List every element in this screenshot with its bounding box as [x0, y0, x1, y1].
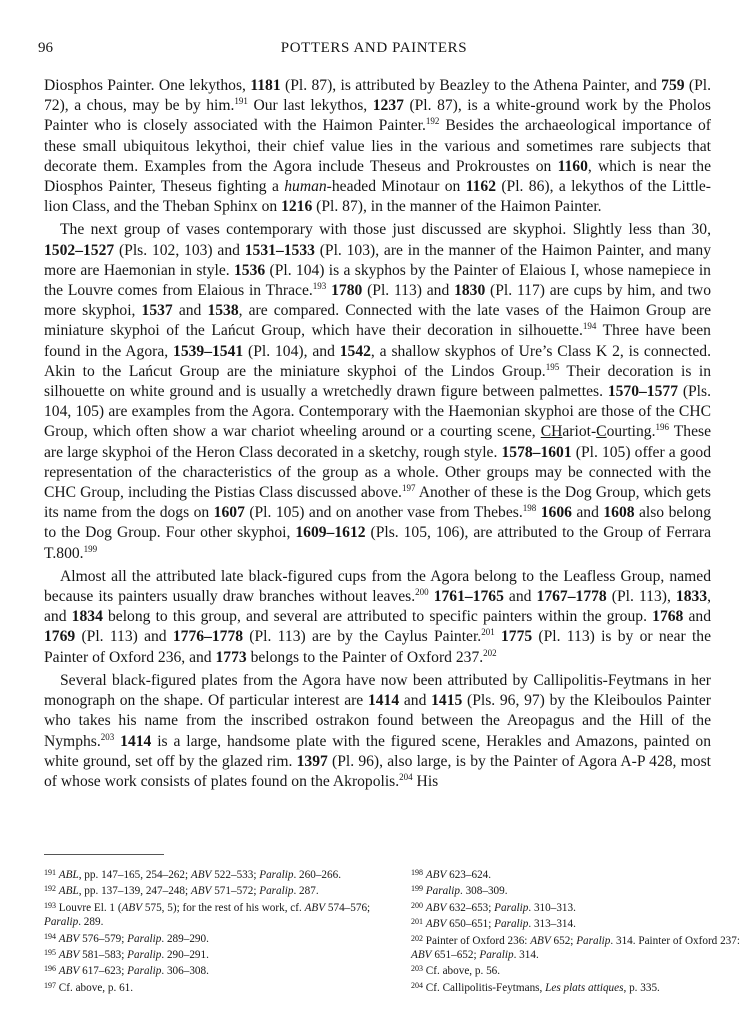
text-run: Cf. above, p. 56.	[425, 965, 501, 978]
underlined-letter: C	[540, 423, 552, 441]
underlined-letter: H	[551, 423, 563, 441]
italic-text: ABV	[425, 869, 447, 881]
catalogue-number: 1606	[540, 504, 572, 522]
footnote-number: 203	[411, 964, 423, 974]
text-run: and	[683, 608, 711, 626]
italic-text: ABV	[58, 965, 80, 978]
footnote-number: 193	[44, 900, 56, 910]
text-run: ariot-	[562, 423, 597, 441]
text-run: 522–533;	[211, 869, 260, 881]
italic-text: Paralip	[479, 949, 514, 962]
text-run: belong to this group, and several are attributed to specific painters within the group.	[102, 608, 653, 626]
paragraph	[44, 220, 711, 563]
footnote-number: 197	[44, 980, 56, 990]
catalogue-number: 1542	[339, 342, 371, 360]
text-run: Louvre El. 1 (	[58, 901, 122, 914]
text-run: (Pls. 102, 103) and	[114, 241, 245, 259]
footnote-number: 204	[411, 980, 423, 990]
catalogue-number: 1608	[603, 504, 635, 522]
running-title: POTTERS AND PAINTERS	[280, 40, 468, 56]
text-run: 632–653;	[446, 901, 495, 914]
paragraph	[44, 567, 711, 668]
paragraph	[44, 76, 711, 217]
text-run: 617–623;	[79, 965, 128, 978]
text-run: (Pls. 104, 105) are examples from the Agora. Contemporary with the Haemonian skyphoi are those of the CHC Group, which often show a war chariot wheeling around or a courting scene,	[44, 383, 711, 441]
footnote-divider	[44, 854, 164, 855]
catalogue-number: 759	[661, 77, 685, 94]
text-run: (Pl. 105) and on another vase from Thebes.	[244, 504, 523, 522]
text-run: belongs to the Painter of Oxford 237.	[246, 648, 484, 666]
italic-text: Paralip	[127, 949, 162, 962]
text-run: The next group of vases contemporary with those just discussed are skyphoi. Slightly less than 30,	[60, 221, 711, 239]
footnote-ref: 201	[481, 627, 495, 638]
catalogue-number: 1502–1527	[44, 241, 115, 259]
footnotes-left-column	[44, 866, 374, 995]
text-run: . 314.	[513, 949, 539, 962]
footnote-ref: 204	[399, 771, 413, 782]
catalogue-number: 1761–1765	[433, 588, 504, 606]
footnote-number: 200	[411, 900, 423, 910]
footnote	[411, 899, 741, 915]
text-run: also belong to the Dog Group. Four other skyphoi,	[44, 504, 712, 542]
catalogue-number: 1162	[465, 178, 497, 196]
text-run: (Pls. 105, 106), are attributed to the Group of Ferrara T.800.	[44, 524, 711, 562]
text-run: ourting.	[606, 423, 656, 441]
italic-text: Paralip	[494, 918, 529, 931]
footnote	[411, 962, 741, 978]
text-run: (Pl. 96), also large, is by the Painter of Agora A-P 428, most of whose work consists of plates found on the Akropolis.	[44, 752, 711, 790]
text-run: Several black-figured plates from the Agora have now been attributed by Callipolitis-Feytmans in her monograph on the shape. Of particular interest are	[44, 671, 711, 710]
text-run: His	[412, 772, 439, 790]
catalogue-number: 1830	[454, 282, 486, 300]
catalogue-number: 1776–1778	[172, 628, 244, 646]
paragraph	[44, 671, 711, 792]
text-run: (Pl. 113) is by or near the Painter of Oxford 236, and	[44, 628, 711, 666]
text-run: Painter of Oxford 236:	[425, 934, 531, 947]
text-run: . 313–314.	[528, 918, 576, 931]
italic-text: ABV	[530, 934, 551, 947]
text-run: . 260–266.	[293, 869, 341, 881]
footnote	[411, 979, 741, 995]
text-run: 652;	[550, 934, 577, 947]
footnote-number: 199	[411, 884, 423, 894]
text-run: These are large skyphoi of the Heron Class decorated in a sketchy, rough style.	[44, 423, 711, 461]
text-run: and	[172, 302, 208, 320]
text-run: Cf. above, p. 61.	[58, 981, 134, 994]
footnote	[44, 899, 374, 930]
italic-text: Paralip	[127, 965, 162, 978]
italic-text: ABV	[304, 901, 326, 914]
text-run: 651–652;	[431, 949, 480, 962]
text-run: . 306–308.	[161, 965, 209, 978]
text-run: , pp. 147–165, 254–262;	[78, 869, 191, 881]
footnote-ref: 197	[401, 483, 416, 494]
text-run: 623–624.	[446, 869, 492, 881]
italic-text: Paralip	[259, 869, 294, 881]
text-run: , which is near the Diosphos Painter, Theseus fighting a	[44, 157, 712, 196]
catalogue-number: 1775	[500, 628, 533, 646]
catalogue-number: 1607	[213, 504, 245, 522]
italic-text: ABV	[58, 932, 80, 945]
footnote	[44, 979, 374, 995]
catalogue-number: 1578–1601	[501, 443, 572, 461]
italic-text: Paralip	[259, 885, 294, 898]
footnote-number: 198	[411, 868, 423, 877]
page-header	[38, 40, 710, 62]
text-run: , are compared. Connected with the late vases of the Haimon Group are miniature skyphoi of the Lańcut Group, which have their decoration in silhouette.	[44, 302, 712, 340]
catalogue-number: 1780	[331, 282, 363, 300]
footnote-ref: 200	[415, 587, 429, 598]
italic-text: ABV	[425, 901, 447, 914]
text-run: -headed Minotaur on	[326, 178, 466, 196]
catalogue-number: 1531–1533	[244, 241, 315, 259]
catalogue-number: 1539–1541	[173, 342, 244, 360]
footnote-ref: 199	[83, 543, 98, 554]
footnote-ref: 202	[483, 647, 497, 658]
italic-text: ABV	[425, 918, 447, 931]
footnote-ref: 198	[522, 503, 537, 514]
catalogue-number: 1415	[431, 692, 463, 710]
text-run: and	[571, 504, 604, 522]
footnote-ref: 195	[545, 361, 560, 372]
catalogue-number: 1538	[207, 302, 239, 320]
italic-text: Paralip	[425, 885, 460, 898]
text-run: 571–572;	[211, 885, 260, 898]
italic-text: Paralip	[44, 916, 79, 929]
footnote-ref: 194	[582, 321, 597, 332]
text-run: . 314. Painter of Oxford 237:	[610, 934, 740, 947]
catalogue-number: 1414	[367, 692, 400, 710]
text-run: (Pl. 87), is a white-ground work by the Pholos Painter who is closely associated with the Haimon Painter.	[44, 97, 711, 135]
text-run: Besides the archaeological importance of these small ubiquitous lekythoi, their chief value lies in the various and sometimes rare subjects that decorate them. Examples from the Agora include Theseus and Prokroustes on	[44, 117, 711, 175]
footnotes-right-column	[411, 866, 741, 995]
italic-text: Paralip	[127, 932, 162, 945]
footnote	[44, 946, 374, 962]
italic-text: ABL	[58, 885, 79, 898]
catalogue-number: 1160	[557, 157, 588, 175]
catalogue-number: 1767–1778	[536, 588, 607, 606]
text-run: (Pl. 87), in the manner of the Haimon Painter.	[312, 198, 602, 216]
text-run: Our last lekythos,	[247, 97, 373, 115]
footnote	[411, 932, 741, 963]
text-run: (Pl. 113),	[606, 588, 676, 606]
footnote	[44, 962, 374, 978]
footnote	[411, 866, 741, 882]
italic-text: ABL	[58, 869, 79, 881]
catalogue-number: 1537	[141, 302, 173, 320]
text-run: 575, 5); for the rest of his work, cf.	[142, 901, 305, 914]
catalogue-number: 1536	[234, 261, 266, 279]
footnote-number: 194	[44, 931, 56, 941]
footnote-number: 201	[411, 917, 423, 927]
footnote	[411, 915, 741, 931]
text-run: is a large, handsome plate with the figured scene, Herakles and Amazons, painted on white ground, set off by the glazed rim.	[44, 732, 711, 770]
text-run: (Pl. 72), a chous, may be by him.	[44, 77, 711, 115]
underlined-letter: C	[596, 423, 607, 441]
body-text	[44, 76, 711, 795]
text-run: Almost all the attributed late black-figured cups from the Agora belong to the Leafless Group, named because its painters usually draw branches without leaves.	[44, 567, 711, 606]
footnote-number: 202	[411, 933, 423, 943]
text-run: , and	[44, 588, 712, 626]
italic-text: Les plats attiques	[545, 981, 624, 994]
text-run: , a shallow skyphos of Ure’s Class K 2, is connected. Akin to the Lańcut Group are the miniature skyphoi of the Lindos Group.	[44, 342, 712, 380]
italic-text: human	[284, 178, 327, 196]
text-run: (Pl. 104) is a skyphos by the Painter of Elaious I, whose namepiece in the Louvre comes from Elaious in Thrace.	[44, 261, 711, 300]
text-run: 574–576;	[325, 901, 371, 914]
italic-text: ABV	[411, 949, 432, 962]
footnote	[44, 930, 374, 946]
text-run: Cf. Callipolitis-Feytmans,	[425, 981, 546, 994]
footnote-number: 191	[44, 868, 56, 877]
text-run: and	[503, 588, 537, 606]
text-run: (Pls. 96, 97) by the Kleiboulos Painter who takes his name from the inscribed ostrakon found between the Areopagus and the Hill of the Nymphs.	[44, 692, 712, 750]
text-run: . 290–291.	[161, 949, 209, 962]
italic-text: ABV	[121, 901, 143, 914]
footnote	[44, 866, 374, 882]
text-run: 650–651;	[446, 918, 495, 931]
text-run: (Pl. 113) are by the Caylus Painter.	[243, 628, 482, 646]
text-run: . 289–290.	[161, 932, 209, 945]
text-run: , pp. 137–139, 247–248;	[78, 885, 191, 898]
footnote-ref: 191	[234, 96, 248, 107]
catalogue-number: 1833	[675, 588, 708, 606]
text-run: (Pl. 113) and	[362, 282, 455, 300]
text-run: 576–579;	[79, 932, 128, 945]
text-run: Their decoration is in silhouette on white ground and is usually a wretchedly drawn figure between palmettes.	[44, 362, 712, 401]
footnote-ref: 203	[100, 731, 115, 742]
italic-text: ABV	[190, 885, 212, 898]
text-run: 581–583;	[79, 949, 128, 962]
footnote-ref: 196	[655, 422, 670, 433]
catalogue-number: 1609–1612	[295, 524, 366, 542]
italic-text: ABV	[190, 869, 212, 881]
italic-text: Paralip	[494, 901, 529, 914]
footnote	[411, 882, 741, 898]
text-run: (Pl. 105) offer a good representation of the characteristics of the group as a whole. Other groups may be connected with the CHC Group, including the Pistias Class discussed above.	[44, 443, 712, 502]
footnote-number: 192	[44, 884, 56, 894]
footnote-number: 195	[44, 948, 56, 958]
catalogue-number: 1834	[71, 608, 103, 626]
catalogue-number: 1237	[372, 97, 404, 115]
italic-text: ABV	[58, 949, 80, 962]
text-run: . 308–309.	[459, 885, 508, 898]
text-run: (Pl. 117) are cups by him, and two more skyphoi,	[44, 282, 711, 320]
text-run: and	[399, 692, 432, 710]
text-run: (Pl. 103), are in the manner of the Haimon Painter, and many more are Haemonian in style.	[44, 241, 711, 279]
text-run: (Pl. 104), and	[243, 342, 340, 360]
text-run: (Pl. 113) and	[75, 628, 173, 646]
catalogue-number: 1768	[652, 608, 684, 626]
catalogue-number: 1570–1577	[607, 383, 678, 401]
footnote	[44, 882, 374, 898]
text-run: (Pl. 87), is attributed by Beazley to the Athena Painter, and	[280, 77, 662, 94]
text-run: Three have been found in the Agora,	[44, 322, 711, 360]
text-run: . 289.	[78, 916, 104, 929]
text-run: . 310–313.	[528, 901, 576, 914]
text-run: (Pl. 86), a lekythos of the Little-lion Class, and the Theban Sphinx on	[44, 178, 711, 216]
catalogue-number: 1773	[215, 648, 247, 666]
catalogue-number: 1181	[250, 77, 281, 94]
italic-text: Paralip	[576, 934, 611, 947]
footnote-ref: 192	[425, 116, 440, 127]
catalogue-number: 1769	[44, 628, 76, 646]
catalogue-number: 1414	[120, 732, 152, 750]
text-run: Diosphos Painter. One lekythos,	[44, 77, 251, 94]
catalogue-number: 1216	[281, 198, 313, 216]
page-number: 96	[38, 40, 53, 56]
text-run: Another of these is the Dog Group, which gets its name from the dogs on	[44, 484, 711, 522]
text-run: , p. 335.	[623, 981, 660, 994]
footnote-ref: 193	[312, 281, 327, 292]
catalogue-number: 1397	[296, 752, 328, 770]
text-run: . 287.	[293, 885, 319, 898]
footnote-number: 196	[44, 964, 56, 974]
